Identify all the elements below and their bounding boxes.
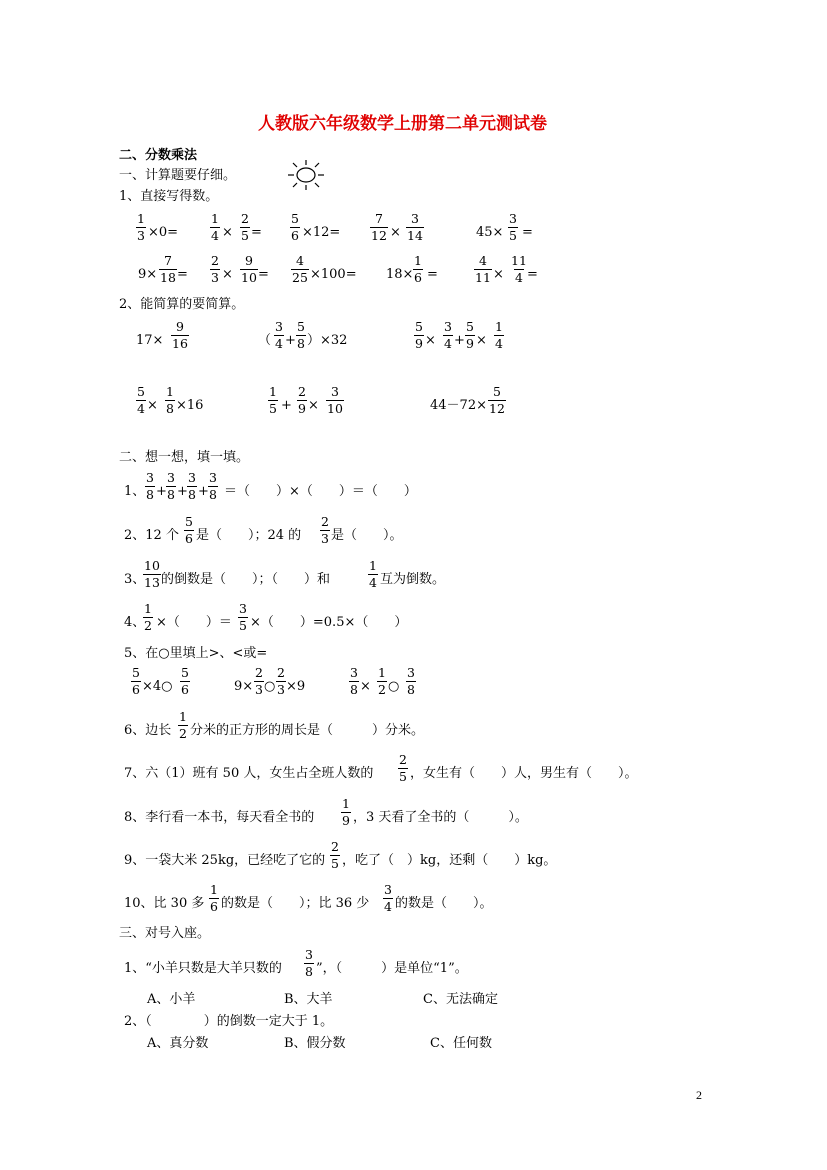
operator: 45×: [476, 225, 504, 240]
fraction: $\frac{4}{25}$: [292, 253, 308, 285]
q-text: 的数是（ ）；比 36 少: [221, 896, 370, 911]
operator: ×: [147, 398, 158, 413]
fraction: $\frac{2}{3}$: [255, 665, 263, 697]
fraction: $\frac{1}{4}$: [369, 558, 377, 590]
operator: ×: [425, 333, 436, 348]
option-a: A、小羊: [147, 992, 196, 1007]
option-b: B、假分数: [284, 1036, 346, 1051]
operator: =: [527, 267, 538, 282]
operator: +: [454, 333, 465, 348]
q-text: 3、: [124, 572, 146, 587]
page-title: 人教版六年级数学上册第二单元测试卷: [258, 114, 547, 134]
q-text: 分米的正方形的周长是（ ）分米。: [190, 723, 425, 738]
q-text: 是（ ）；24 的: [196, 528, 302, 543]
operator: ×: [476, 333, 487, 348]
compare-expr: ×: [360, 679, 371, 694]
operator: +: [285, 333, 296, 348]
fraction: $\frac{1}{6}$: [210, 882, 218, 914]
operator: 9×: [138, 267, 158, 282]
q-text: 9、一袋大米 25kg，已经吃了它的: [124, 853, 326, 868]
fraction: $\frac{1}{5}$: [269, 384, 277, 416]
fraction: $\frac{3}{4}$: [384, 882, 392, 914]
operator: ×: [308, 398, 319, 413]
option-b: B、大羊: [284, 992, 333, 1007]
operator: 44－72×: [430, 398, 487, 413]
q-text: 2、（ ）的倒数一定大于 1。: [124, 1014, 334, 1029]
q-text: ＝（ ）×（ ）＝（ ）: [224, 484, 417, 499]
operator: ×12=: [302, 225, 341, 240]
fraction: $\frac{7}{18}$: [160, 253, 176, 285]
fraction: $\frac{5}{9}$: [415, 319, 423, 351]
option-c: C、无法确定: [423, 992, 498, 1007]
page-number: 2: [696, 1088, 702, 1102]
fraction: $\frac{5}{6}$: [185, 514, 193, 546]
fraction: $\frac{1}{3}$: [137, 211, 145, 243]
fraction: $\frac{3}{5}$: [509, 211, 517, 243]
q2-label: 2、能简算的要简算。: [119, 297, 245, 312]
fraction: $\frac{5}{8}$: [297, 319, 305, 351]
fraction: $\frac{3}{8}$: [146, 470, 154, 502]
q-text: ”，（ ）是单位“1”。: [316, 961, 468, 976]
q1-label: 1、直接写得数。: [119, 189, 219, 204]
fraction: $\frac{1}{4}$: [211, 211, 219, 243]
q-text: ，女生有（ ）人，男生有（ ）。: [410, 766, 638, 781]
fraction: $\frac{3}{4}$: [444, 319, 452, 351]
q-text: 6、边长: [124, 723, 172, 738]
operator: ×: [493, 267, 504, 282]
section-heading: 二、分数乘法: [119, 148, 198, 163]
fraction: $\frac{7}{12}$: [371, 211, 387, 243]
q-text: 1、“小羊只数是大羊只数的: [124, 961, 282, 976]
fraction: $\frac{2}{5}$: [399, 752, 407, 784]
fraction: $\frac{5}{4}$: [137, 384, 145, 416]
q-text: 的数是（ ）。: [395, 896, 493, 911]
q-text: 的倒数是（ ）；（ ）和: [161, 572, 331, 587]
option-a: A、真分数: [147, 1036, 209, 1051]
operator: ×0=: [148, 225, 179, 240]
operator: =: [522, 225, 533, 240]
q-text: 是（ ）。: [331, 528, 403, 543]
part1-heading: 一、计算题要仔细。: [119, 168, 237, 183]
operator: ）×32: [307, 333, 348, 348]
fraction: $\frac{3}{8}$: [350, 665, 358, 697]
fraction: $\frac{1}{4}$: [495, 319, 503, 351]
fraction: $\frac{4}{11}$: [475, 253, 491, 285]
fraction: $\frac{2}{3}$: [277, 665, 285, 697]
q-text: ，3 天看了全书的（ ）。: [353, 810, 528, 825]
fraction: $\frac{5}{9}$: [466, 319, 474, 351]
operator: =: [177, 267, 188, 282]
fraction: $\frac{2}{3}$: [321, 514, 329, 546]
fraction: $\frac{9}{16}$: [172, 319, 188, 351]
q-text: 5、在○里填上>、<或=: [124, 646, 268, 661]
operator: +: [177, 484, 188, 499]
part3-heading: 三、对号入座。: [119, 926, 211, 941]
fraction: $\frac{1}{9}$: [342, 796, 350, 828]
fraction: $\frac{5}{6}$: [181, 665, 189, 697]
fraction: $\frac{3}{8}$: [188, 470, 196, 502]
q-text: 2、12 个: [124, 528, 179, 543]
q-text: ，吃了（ ）kg，还剩（ ）kg。: [342, 853, 557, 868]
fraction: $\frac{1}{8}$: [166, 384, 174, 416]
fraction: $\frac{11}{4}$: [511, 253, 527, 285]
fraction: $\frac{3}{5}$: [239, 601, 247, 633]
operator: 18×: [386, 267, 414, 282]
fraction: $\frac{2}{5}$: [331, 839, 339, 871]
operator: =: [427, 267, 438, 282]
fraction: $\frac{1}{2}$: [179, 709, 187, 741]
fraction: $\frac{3}{8}$: [407, 665, 415, 697]
fraction: $\frac{9}{10}$: [241, 253, 257, 285]
operator: （: [258, 333, 272, 348]
compare-expr: 9×: [234, 679, 254, 694]
fraction: $\frac{3}{10}$: [327, 384, 343, 416]
q-text: 互为倒数。: [380, 572, 446, 587]
operator: +: [281, 398, 292, 413]
fraction: $\frac{1}{6}$: [414, 253, 422, 285]
sun-icon: [286, 159, 326, 191]
fraction: $\frac{5}{6}$: [291, 211, 299, 243]
compare-expr: ○: [388, 679, 400, 694]
operator: 17×: [136, 333, 164, 348]
fraction: $\frac{1}{2}$: [378, 665, 386, 697]
q-text: ×（ ）=0.5×（ ）: [250, 615, 408, 630]
operator: ×100=: [310, 267, 357, 282]
q-text: 4、: [124, 615, 146, 630]
operator: +: [198, 484, 209, 499]
fraction: $\frac{2}{9}$: [298, 384, 306, 416]
fraction: $\frac{10}{13}$: [144, 558, 160, 590]
operator: +: [156, 484, 167, 499]
fraction: $\frac{2}{5}$: [241, 211, 249, 243]
operator: =: [258, 267, 269, 282]
fraction: $\frac{3}{4}$: [275, 319, 283, 351]
operator: ×: [390, 225, 401, 240]
compare-expr: ○: [264, 679, 276, 694]
q-text: ×（ ）＝: [156, 615, 232, 630]
q-number: 1、: [124, 484, 146, 499]
operator: =: [251, 225, 262, 240]
operator: ×16: [176, 398, 204, 413]
q-text: 10、比 30 多: [124, 896, 205, 911]
fraction: $\frac{3}{8}$: [167, 470, 175, 502]
compare-expr: ×9: [286, 679, 306, 694]
part2-heading: 二、想一想，填一填。: [119, 450, 250, 465]
compare-expr: ×4○: [142, 679, 173, 694]
option-c: C、任何数: [430, 1036, 492, 1051]
operator: ×: [222, 267, 233, 282]
q-text: 8、李行看一本书，每天看全书的: [124, 810, 315, 825]
operator: ×: [222, 225, 233, 240]
fraction: $\frac{3}{8}$: [305, 947, 313, 979]
fraction: $\frac{5}{6}$: [132, 665, 140, 697]
fraction: $\frac{2}{3}$: [211, 253, 219, 285]
fraction: $\frac{5}{12}$: [489, 384, 505, 416]
fraction: $\frac{3}{8}$: [209, 470, 217, 502]
fraction: $\frac{1}{2}$: [144, 601, 152, 633]
fraction: $\frac{3}{14}$: [407, 211, 423, 243]
q-text: 7、六（1）班有 50 人，女生占全班人数的: [124, 766, 374, 781]
